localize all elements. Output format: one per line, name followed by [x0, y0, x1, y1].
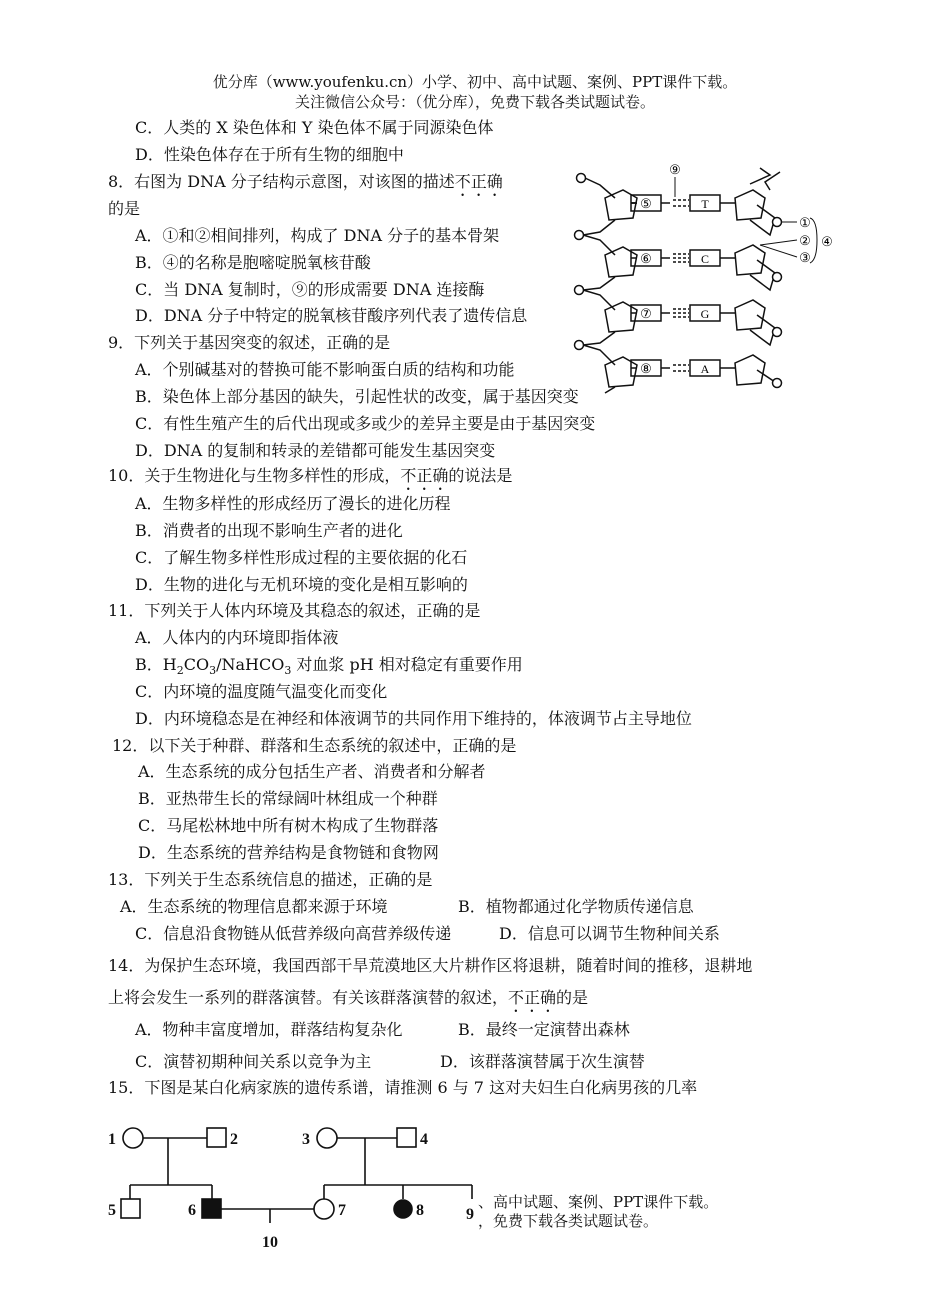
q14-option-c: C．演替初期种间关系以竞争为主: [135, 1052, 372, 1071]
dna-callout-4: ④: [821, 234, 833, 249]
pedigree-label-9: 9: [466, 1206, 474, 1223]
q10-option-c: C．了解生物多样性形成过程的主要依据的化石: [135, 548, 468, 567]
footer-line-2: ，免费下载各类试题试卷。: [478, 1212, 659, 1230]
q10-stem: [108, 466, 512, 494]
q13-option-a: A．生态系统的物理信息都来源于环境: [120, 897, 388, 916]
q10-option-d: D．生物的进化与无机环境的变化是相互影响的: [135, 575, 468, 594]
q11-b-sub3: 3: [284, 664, 292, 678]
dna-left-base-1: ⑤: [640, 196, 652, 211]
q11-b-sub2: 3: [209, 664, 217, 678]
q14-stem-text: 上将会发生一系列的群落演替。有关该群落演替的叙述，: [108, 988, 509, 1007]
q9-option-b: B．染色体上部分基因的缺失，引起性状的改变，属于基因突变: [135, 387, 579, 406]
q8-option-c: C．当 DNA 复制时，⑨的形成需要 DNA 连接酶: [135, 280, 485, 299]
q11-stem: 11．下列关于人体内环境及其稳态的叙述，正确的是: [108, 601, 481, 620]
pedigree-label-4: 4: [420, 1131, 428, 1148]
q9-option-d: D．DNA 的复制和转录的差错都可能发生基因突变: [135, 441, 496, 460]
q9-option-c: C．有性生殖产生的后代出现或多或少的差异主要是由于基因突变: [135, 414, 596, 433]
pedigree-label-5: 5: [108, 1202, 116, 1219]
dna-right-base-2: C: [700, 252, 710, 266]
q12-option-b: B．亚热带生长的常绿阔叶林组成一个种群: [138, 789, 438, 808]
dna-right-base-4: A: [700, 362, 710, 376]
q10-option-a: A．生物多样性的形成经历了漫长的进化历程: [135, 494, 451, 513]
q7-option-c: C．人类的 X 染色体和 Y 染色体不属于同源染色体: [135, 118, 494, 137]
q8-stem-tail: 的是: [108, 199, 141, 218]
pedigree-label-7: 7: [338, 1202, 346, 1219]
pedigree-chart: [100, 1115, 500, 1255]
header-line-2: 关注微信公众号：（优分库），免费下载各类试题试卷。: [294, 93, 655, 111]
q12-option-c: C．马尾松林地中所有树木构成了生物群落: [138, 816, 439, 835]
q8-option-d: D．DNA 分子中特定的脱氧核苷酸序列代表了遗传信息: [135, 306, 528, 325]
q13-option-c: C．信息沿食物链从低营养级向高营养级传递: [135, 924, 452, 943]
q15-stem: 15．下图是某白化病家族的遗传系谱，请推测 6 与 7 这对夫妇生白化病男孩的几率: [108, 1078, 698, 1097]
q14-stem-tail: 的是: [556, 988, 589, 1007]
q11-option-a: A．人体内的内环境即指体液: [135, 628, 339, 647]
q11-b-part4: 对血浆 pH 相对稳定有重要作用: [291, 655, 523, 674]
pedigree-label-2: 2: [230, 1131, 238, 1148]
q14-stem-line1: 14．为保护生态环境，我国西部干旱荒漠地区大片耕作区将退耕，随着时间的推移，退耕地: [108, 956, 753, 975]
dna-left-base-2: ⑥: [640, 251, 652, 266]
footer-line-1: 、高中试题、案例、PPT课件下载。: [478, 1193, 719, 1211]
q13-stem: 13．下列关于生态系统信息的描述，正确的是: [108, 870, 433, 889]
q10-stem-text: 10．关于生物进化与生物多样性的形成，: [108, 466, 401, 485]
q11-option-d: D．内环境稳态是在神经和体液调节的共同作用下维持的，体液调节占主导地位: [135, 709, 692, 728]
pedigree-label-10: 10: [262, 1234, 278, 1251]
q12-stem: 12．以下关于种群、群落和生态系统的叙述中，正确的是: [112, 736, 517, 755]
q11-b-part3: /NaHCO: [216, 655, 285, 674]
q11-option-b: [135, 655, 523, 678]
pedigree-label-8: 8: [416, 1202, 424, 1219]
q11-b-part1: B．H: [135, 655, 177, 674]
pedigree-label-1: 1: [108, 1131, 116, 1148]
q14-option-a: A．物种丰富度增加，群落结构复杂化: [135, 1020, 403, 1039]
q11-b-sub1: 2: [176, 664, 184, 678]
q11-option-c: C．内环境的温度随气温变化而变化: [135, 682, 388, 701]
q12-option-d: D．生态系统的营养结构是食物链和食物网: [138, 843, 439, 862]
dna-callout-3: ③: [799, 250, 811, 265]
q14-option-d: D．该群落演替属于次生演替: [440, 1052, 645, 1071]
q8-stem-emphasis: 不正确: [454, 172, 503, 191]
q10-stem-tail: 的说法是: [448, 466, 513, 485]
q7-option-d: D．性染色体存在于所有生物的细胞中: [135, 145, 404, 164]
q14-stem-line2: [108, 988, 588, 1016]
q8-stem: [108, 172, 503, 200]
dna-right-base-1: T: [701, 197, 709, 211]
dna-callout-1: ①: [799, 215, 811, 230]
q12-option-a: A．生态系统的成分包括生产者、消费者和分解者: [138, 762, 486, 781]
q8-stem-text: 8．右图为 DNA 分子结构示意图，对该图的描述: [108, 172, 455, 191]
dna-left-base-4: ⑧: [640, 361, 652, 376]
dna-right-base-3: G: [700, 307, 710, 321]
dna-callout-9: ⑨: [669, 162, 681, 177]
q10-stem-emphasis: 不正确: [400, 466, 449, 485]
q8-option-a: A．①和②相间排列，构成了 DNA 分子的基本骨架: [135, 226, 500, 245]
q14-option-b: B．最终一定演替出森林: [458, 1020, 630, 1039]
dna-callout-2: ②: [799, 233, 811, 248]
q9-option-a: A．个别碱基对的替换可能不影响蛋白质的结构和功能: [135, 360, 515, 379]
q13-option-d: D．信息可以调节生物种间关系: [499, 924, 720, 943]
pedigree-label-6: 6: [188, 1202, 196, 1219]
q13-option-b: B．植物都通过化学物质传递信息: [458, 897, 694, 916]
dna-structure-diagram: [565, 160, 845, 395]
dna-left-base-3: ⑦: [640, 306, 652, 321]
q11-b-part2: CO: [183, 655, 210, 674]
q14-stem-emphasis: 不正确: [508, 988, 557, 1007]
q10-option-b: B．消费者的出现不影响生产者的进化: [135, 521, 403, 540]
header-line-1: 优分库（www.youfenku.cn）小学、初中、高中试题、案例、PPT课件下载。: [212, 73, 738, 91]
q9-stem: 9．下列关于基因突变的叙述，正确的是: [108, 333, 391, 352]
q8-option-b: B．④的名称是胞嘧啶脱氧核苷酸: [135, 253, 371, 272]
pedigree-label-3: 3: [302, 1131, 310, 1148]
